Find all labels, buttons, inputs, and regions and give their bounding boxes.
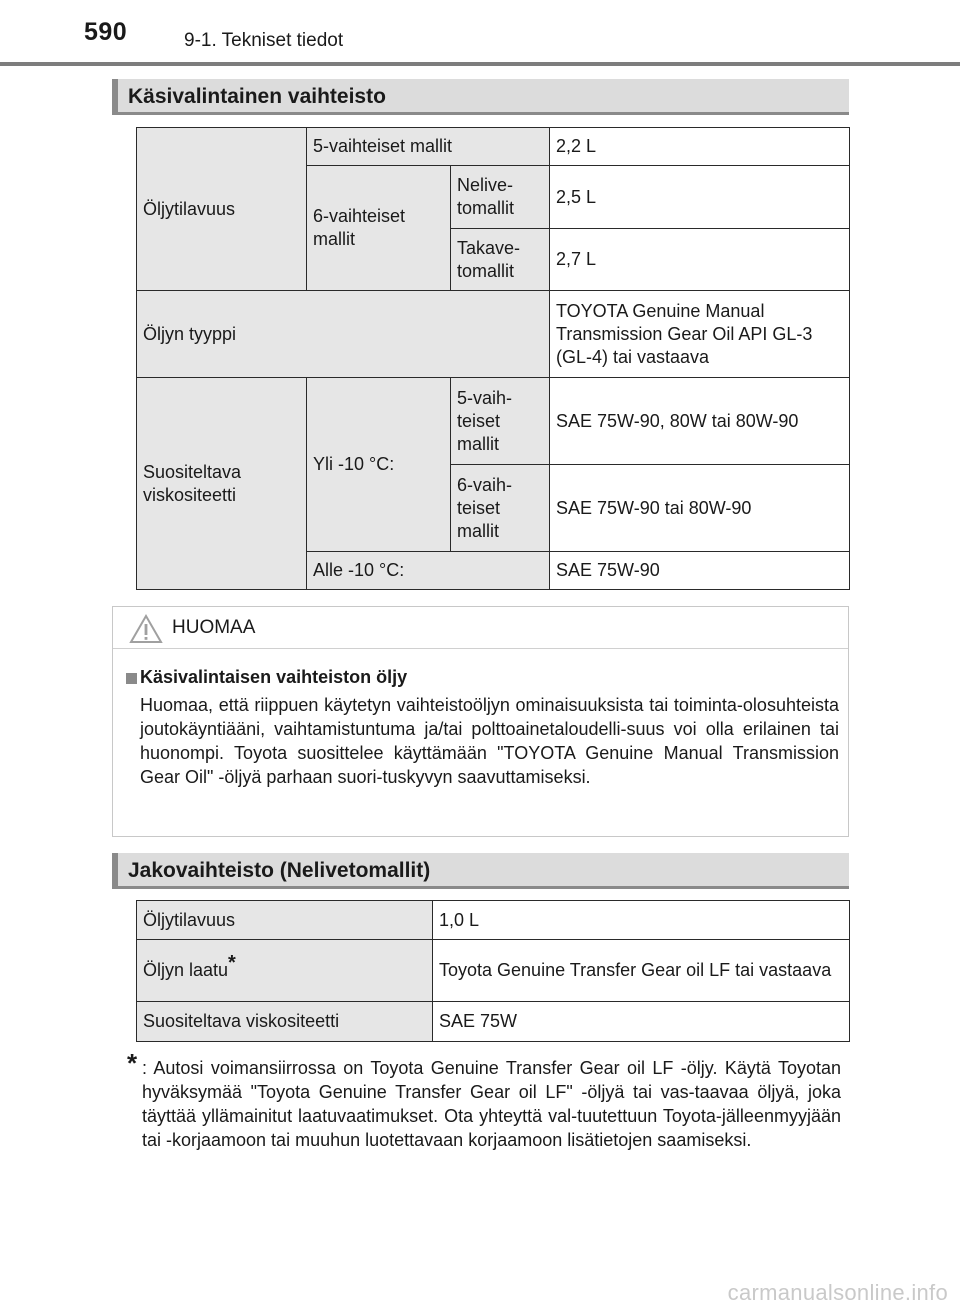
transfer-quality-value: Toyota Genuine Transfer Gear oil LF tai vastaava: [433, 940, 850, 1002]
manual-transmission-heading: [112, 79, 849, 115]
below-temp-viscosity: SAE 75W-90: [550, 552, 850, 590]
below-temp-label: Alle -10 °C:: [307, 552, 550, 590]
rwd-capacity: 2,7 L: [550, 229, 850, 291]
transfer-quality-label: [137, 940, 433, 1002]
transfer-capacity-value: 1,0 L: [433, 901, 850, 940]
notice-title: HUOMAA: [172, 617, 256, 638]
five-speed-capacity: 2,2 L: [550, 128, 850, 166]
six-speed-short-label: 6-vaih-teiset mallit: [451, 465, 550, 552]
footnote-marker: *: [127, 1048, 138, 1078]
heading-accent: [112, 853, 118, 886]
capacity-label: Öljytilavuus: [137, 128, 307, 291]
watermark: carmanualsonline.info: [727, 1280, 948, 1305]
five-speed-label: 5-vaihteiset mallit: [307, 128, 550, 166]
transfer-viscosity-label: Suositeltava viskositeetti: [137, 1002, 433, 1042]
transfer-heading: [112, 853, 849, 889]
notice-header: [113, 607, 848, 649]
footnote-text: : Autosi voimansiirrossa on Toyota Genuine Transfer Gear oil LF -öljy. Käytä Toyotan hyväksymää "Toyota Genuine Transfer Gear oil LF" -öljyä tai vas-taavaa öljyä, joka täyttää yllämainitut laatuvaatimukset. Ota yhteyttä val-tuutettuun Toyota-jälleenmyyjään tai -korjaamoon tai muuhun luotettavaan korjaamoon lisätietojen saamiseksi.: [142, 1058, 841, 1150]
five-speed-short-label: 5-vaih-teiset mallit: [451, 378, 550, 465]
rwd-label: Takave-tomallit: [451, 229, 550, 291]
transfer-capacity-label: Öljytilavuus: [137, 901, 433, 940]
awd-capacity: 2,5 L: [550, 166, 850, 229]
viscosity-label: Suositeltava viskositeetti: [137, 378, 307, 590]
transfer-title: Jakovaihteisto (Nelivetomallit): [128, 859, 431, 882]
bullet-square-icon: [126, 673, 137, 684]
six-speed-label: 6-vaihteiset mallit: [307, 166, 451, 291]
quality-star: *: [228, 952, 236, 974]
awd-label: Nelive-tomallit: [451, 166, 550, 229]
section-label: 9-1. Tekniset tiedot: [184, 30, 344, 51]
above-temp-label: Yli -10 °C:: [307, 378, 451, 552]
manual-transmission-title: Käsivalintainen vaihteisto: [128, 85, 386, 108]
warning-icon: [129, 614, 163, 644]
notice-bullet-title: Käsivalintaisen vaihteiston öljy: [140, 667, 408, 687]
transfer-table: [136, 900, 850, 1042]
header-rule: [0, 62, 960, 66]
oil-type-value: TOYOTA Genuine Manual Transmission Gear Oil API GL-3 (GL-4) tai vastaava: [550, 291, 850, 378]
quality-label-text: Öljyn laatu: [143, 960, 229, 980]
heading-accent: [112, 79, 118, 112]
transfer-viscosity-value: SAE 75W: [433, 1002, 850, 1042]
manual-transmission-table: [136, 127, 850, 590]
six-speed-viscosity: SAE 75W-90 tai 80W-90: [550, 465, 850, 552]
oil-type-label: Öljyn tyyppi: [137, 291, 550, 378]
notice-body: Huomaa, että riippuen käytetyn vaihteistoöljyn ominaisuuksista tai toiminta-olosuhteista joutokäyntiääni, vaihtamistuntuma ja/tai polttoainetaloudelli-suus voi olla erilainen tai huonompi. Toyota suosittelee käyttämään "TOYOTA Genuine Manual Transmission Gear Oil" -öljyä parhaan suori-tuskyvyn saavuttamiseksi.: [140, 695, 839, 787]
notice-box: [112, 606, 849, 837]
page-number: 590: [84, 18, 128, 46]
five-speed-viscosity: SAE 75W-90, 80W tai 80W-90: [550, 378, 850, 465]
